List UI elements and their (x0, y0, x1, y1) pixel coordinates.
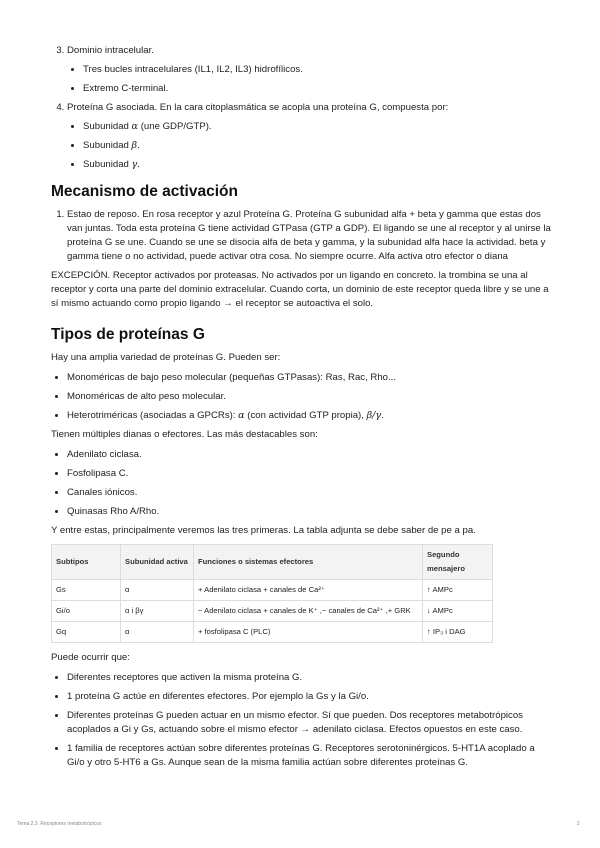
list-item: • Extremo C-terminal. (83, 82, 551, 96)
table-cell: ↓ AMPc (423, 601, 493, 622)
list-item-subunidad-beta (83, 139, 551, 153)
item-text: Dominio intracelular. (67, 45, 154, 56)
tipos-intro: Hay una amplia variedad de proteínas G. Pueden ser: (51, 352, 281, 363)
table-cell: α (121, 622, 194, 643)
alpha-symbol: α (238, 410, 245, 421)
sublist-intracelular (67, 63, 551, 96)
excepcion-paragraph: EXCEPCIÓN. Receptor activados por proteasas. No activados por un ligando en concreto. la trombina se una al receptor y corta una parte del dominio extracelular. Cuando corta, un dominio de este receptor queda libre y se une a sí mismo actuando como propio ligando → el receptor se autoactiva el solo. (51, 270, 549, 309)
text: Subunidad (83, 159, 132, 170)
text: . (381, 410, 384, 421)
text: (con actividad GTP propia), (244, 410, 367, 421)
alpha-symbol: α (131, 121, 139, 132)
list-item: • Diferentes receptores que activen la misma proteína G. (67, 671, 551, 685)
column-header: Subunidad activa (121, 545, 194, 580)
list-item: • Monoméricas de bajo peso molecular (pequeñas GTPasas): Ras, Rac, Rho... (67, 371, 551, 385)
list-item: • Quinasas Rho A/Rho. (67, 505, 551, 519)
table-row (52, 601, 493, 622)
table-intro: Y entre estas, principalmente veremos las tres primeras. La tabla adjunta se debe saber de pe a pa. (51, 525, 476, 536)
list-item-heterotrimericas (67, 409, 551, 423)
table-cell: − Adenilato ciclasa + canales de K⁺ ,− canales de Ca²⁺ ,+ GRK (194, 601, 423, 622)
table-cell: α i βγ (121, 601, 194, 622)
list-item: • Tres bucles intracelulares (IL1, IL2, IL3) hidrofílicos. (83, 63, 551, 77)
table-row (52, 580, 493, 601)
column-header: Segundo mensajero (423, 545, 493, 580)
text: Subunidad (83, 140, 132, 151)
table-cell: Gq (52, 622, 121, 643)
puede-intro: Puede ocurrir que: (51, 652, 130, 663)
table-cell: Gs (52, 580, 121, 601)
text: (une GDP/GTP). (138, 121, 212, 132)
heading-mecanismo: Mecanismo de activación (51, 183, 238, 200)
puede-list (51, 671, 551, 770)
list-item-reposo: 1. Estao de reposo. En rosa receptor y azul Proteína G. Proteína G subunidad alfa + beta y gamma que estas dos van juntas. Toda esta proteína G tiene actividad GTPasa (GTP a GDP). El ligando se une al receptor y al unirse la proteína G se une. Cuando se une se disocia alfa de beta y gamma, y la subunidad alfa hace la actividad. beta y gamma tiene o no actividad, puede activar otra cosa. No siempre ocurre. Alfa activa otro efector o diana (67, 208, 551, 264)
gamma-symbol: γ (131, 159, 138, 170)
list-item-proteina-g-asociada (67, 101, 551, 172)
beta-symbol: β (131, 140, 138, 151)
list-item-dominio-intracelular (67, 44, 551, 96)
column-header: Funciones o sistemas efectores (194, 545, 423, 580)
proteinas-g-table (51, 544, 493, 643)
dianas-list (51, 448, 551, 519)
document-page (51, 44, 551, 775)
tipos-list (51, 371, 551, 423)
table-header-row (52, 545, 493, 580)
mecanismo-list (51, 208, 551, 264)
column-header: Subtipos (52, 545, 121, 580)
list-item: • Diferentes proteínas G pueden actuar en un mismo efector. Sí que pueden. Dos receptores metabotrópicos acoplados a Gi y Gs, actuando sobre el mismo efector → adenilato ciclasa. Efectos opuestos en este caso. (67, 709, 551, 737)
list-item: • 1 familia de receptores actúan sobre diferentes proteínas G. Receptores serotoninérgicos. 5-HT1A acoplado a Gi/o y otro 5-HT6 a Gs. Aunque sean de la misma familia actúan sobre diferentes proteínas G. (67, 742, 551, 770)
dianas-intro: Tienen múltiples dianas o efectores. Las más destacables son: (51, 429, 318, 440)
sublist-subunidades (67, 120, 551, 172)
heading-tipos: Tipos de proteínas G (51, 326, 205, 343)
text: Subunidad (83, 121, 132, 132)
list-item: • Fosfolipasa C. (67, 467, 551, 481)
list-item: • 1 proteína G actúe en diferentes efectores. Por ejemplo la Gs y la Gi/o. (67, 690, 551, 704)
receptor-structure-list (51, 44, 551, 172)
item-text: Proteína G asociada. En la cara citoplasmática se acopla una proteína G, compuesta por: (67, 102, 449, 113)
page-number: 2 (577, 821, 580, 827)
list-item: • Adenilato ciclasa. (67, 448, 551, 462)
list-item: • Monoméricas de alto peso molecular. (67, 390, 551, 404)
text: . (137, 159, 140, 170)
footer-title: Tema 2.3. Receptores metabotrópicos (17, 821, 102, 827)
text: . (137, 140, 140, 151)
list-item-subunidad-alpha (83, 120, 551, 134)
list-item-subunidad-gamma (83, 158, 551, 172)
table-cell: ↑ AMPc (423, 580, 493, 601)
table-cell: Gi/o (52, 601, 121, 622)
table-cell: + Adenilato ciclasa + canales de Ca²⁺ (194, 580, 423, 601)
beta-gamma-symbol: β/γ (366, 410, 382, 421)
list-item: • Canales iónicos. (67, 486, 551, 500)
text: Heterotriméricas (asociadas a GPCRs): (67, 410, 239, 421)
table-row (52, 622, 493, 643)
table-cell: α (121, 580, 194, 601)
table-cell: ↑ IP₃ i DAG (423, 622, 493, 643)
table-cell: + fosfolipasa C (PLC) (194, 622, 423, 643)
